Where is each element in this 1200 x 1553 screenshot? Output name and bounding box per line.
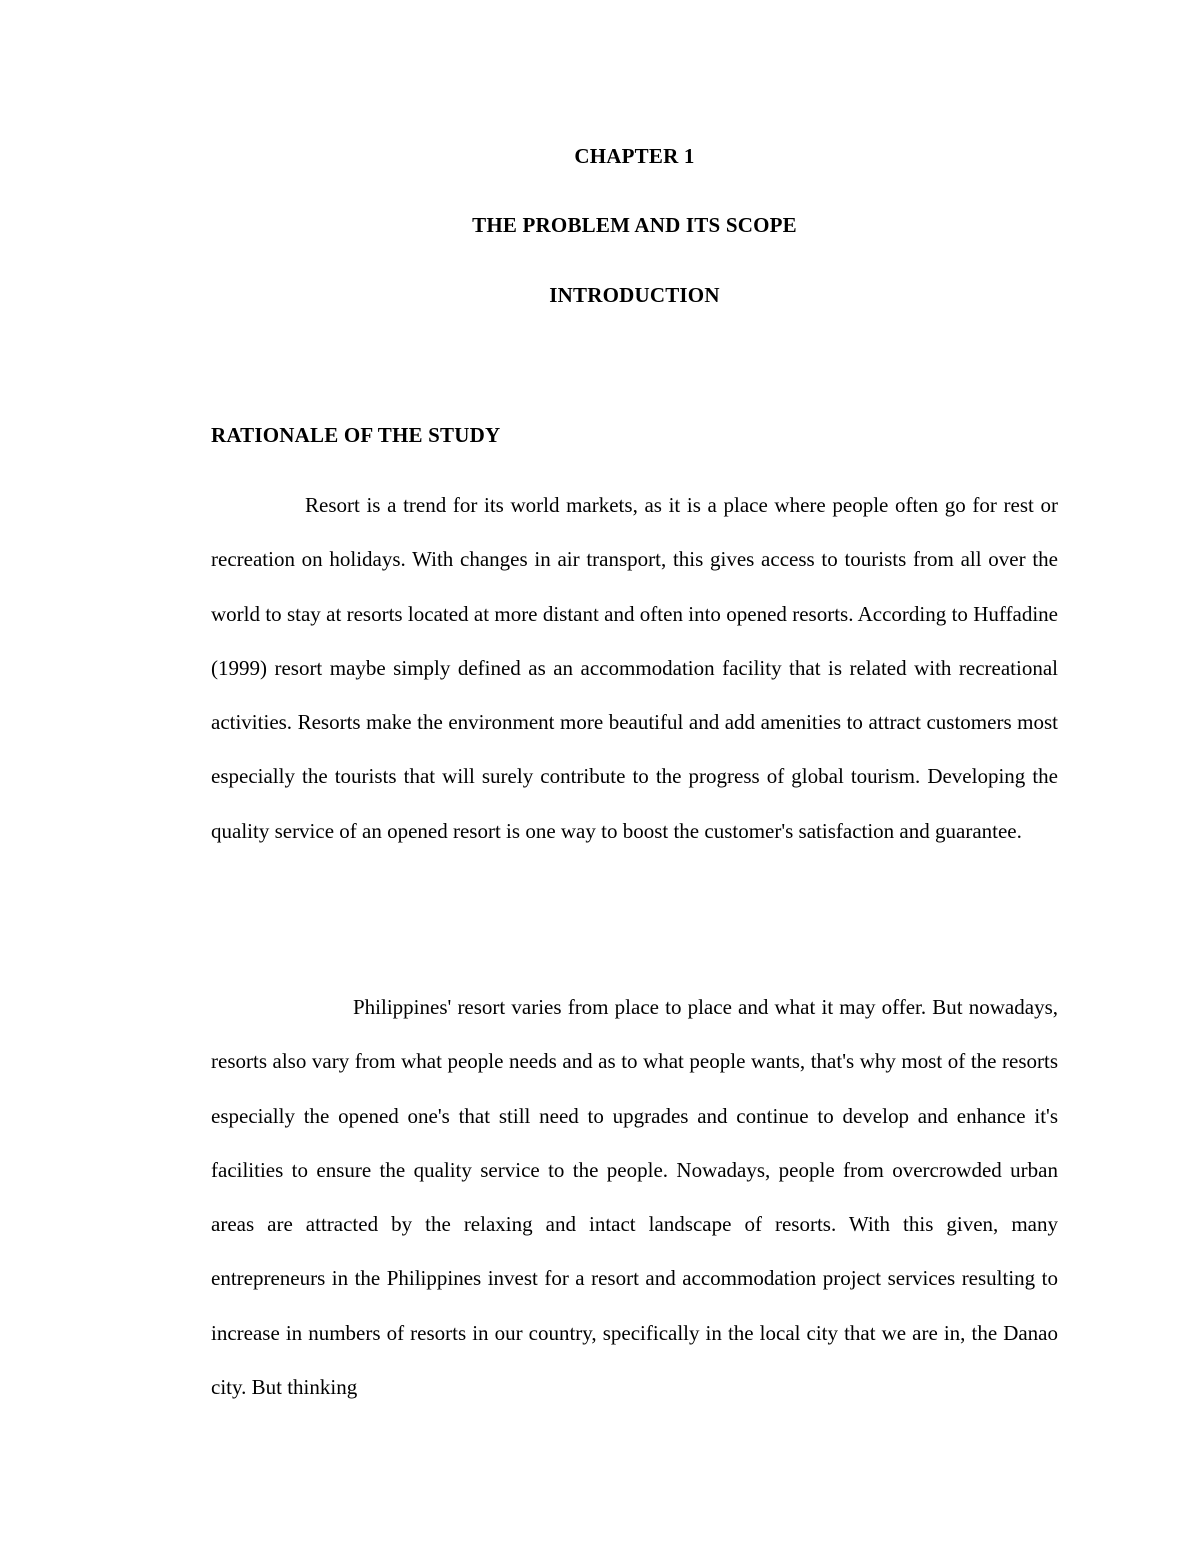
body-paragraph: Philippines' resort varies from place to place and what it may offer. But nowadays, resorts also vary from what people needs and as to what people wants, that's why most of the resorts especially the opened one's that still need to upgrades and continue to develop and enhance it's facilities to ensure the quality service to the people. Nowadays, people from overcrowded urban areas are attracted by the relaxing and intact landscape of resorts. With this given, many entrepreneurs in the Philippines invest for a resort and accommodation project services resulting to increase in numbers of resorts in our country, specifically in the local city that we are in, the Danao city. But thinking — [211, 995, 1058, 1400]
chapter-subtitle: THE PROBLEM AND ITS SCOPE — [472, 213, 797, 237]
section-title: INTRODUCTION — [549, 283, 720, 307]
body-paragraph: Resort is a trend for its world markets, as it is a place where people often go for rest or recreation on holidays. With changes in air transport, this gives access to tourists from all over the world to stay at resorts located at more distant and often into opened resorts. According to Huffadine (1999) resort maybe simply defined as an accommodation facility that is related with recreational activities. Resorts make the environment more beautiful and add amenities to attract customers most especially the tourists that will surely contribute to the progress of global tourism. Developing the quality service of an opened resort is one way to boost the customer's satisfaction and guarantee. — [211, 493, 1058, 843]
subsection-title: RATIONALE OF THE STUDY — [211, 423, 501, 447]
chapter-title: CHAPTER 1 — [574, 144, 695, 168]
